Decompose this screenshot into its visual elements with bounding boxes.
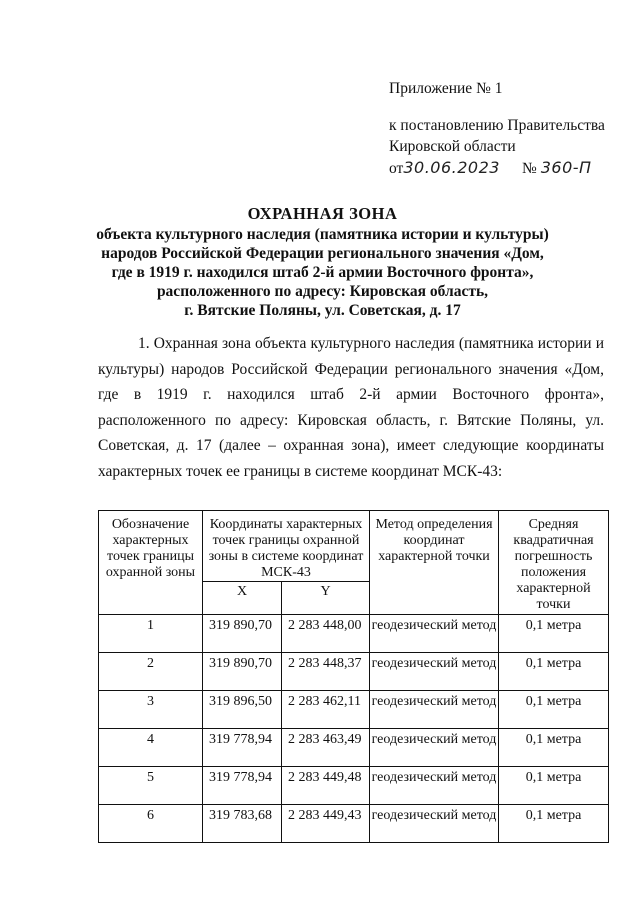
decree-line-1: к постановлению Правительства [389,117,605,134]
cell-method: геодезический метод [370,729,499,767]
cell-x: 319 890,70 [203,615,282,653]
cell-point: 5 [99,767,203,805]
title-line-4: расположенного по адресу: Кировская область, [156,283,489,300]
table-row [99,653,609,691]
cell-point: 6 [99,805,203,843]
cell-error: 0,1 метра [499,615,609,653]
cell-error: 0,1 метра [499,653,609,691]
cell-x: 319 778,94 [203,729,282,767]
cell-error: 0,1 метра [499,729,609,767]
cell-error: 0,1 метра [499,805,609,843]
cell-method: геодезический метод [370,805,499,843]
header-y: Y [282,582,370,615]
number-prefix: № [521,160,537,177]
header-error: Средняя квадратичная погрешность положения характерной точки [499,511,609,615]
cell-x: 319 783,68 [203,805,282,843]
table-row [99,691,609,729]
table-row [99,615,609,653]
cell-point: 2 [99,653,203,691]
cell-y: 2 283 448,00 [282,615,370,653]
cell-point: 4 [99,729,203,767]
table-row [99,805,609,843]
table-body [99,615,609,843]
table-row [99,767,609,805]
cell-y: 2 283 463,49 [282,729,370,767]
appendix-block [389,78,605,179]
title-line-3: где в 1919 г. находился штаб 2-й армии Восточного фронта», [111,264,534,281]
cell-y: 2 283 448,37 [282,653,370,691]
handwritten-date: 30.06.2023 [403,158,500,177]
coordinates-table [98,510,609,843]
decree-line-2: Кировской области [389,138,516,155]
document-title [95,204,550,320]
header-method: Метод определения координат характерной точки [370,511,499,615]
header-x: X [203,582,282,615]
title-main: ОХРАННАЯ ЗОНА [247,204,398,223]
date-prefix: от [389,160,404,177]
title-line-5: г. Вятские Поляны, ул. Советская, д. 17 [184,302,461,319]
cell-y: 2 283 449,43 [282,805,370,843]
cell-point: 1 [99,615,203,653]
cell-point: 3 [99,691,203,729]
cell-method: геодезический метод [370,767,499,805]
header-coords: Координаты характерных точек границы охранной зоны в системе координат МСК-43 [203,511,370,582]
handwritten-number: 360-П [540,158,592,177]
cell-method: геодезический метод [370,653,499,691]
header-point: Обозначение характерных точек границы охранной зоны [99,511,203,615]
table-row [99,729,609,767]
date-number-line [389,157,605,179]
cell-x: 319 778,94 [203,767,282,805]
cell-method: геодезический метод [370,691,499,729]
appendix-title: Приложение № 1 [389,80,503,97]
title-line-1: объекта культурного наследия (памятника истории и культуры) [96,226,549,243]
body-paragraph: 1. Охранная зона объекта культурного наследия (памятника истории и культуры) народов Российской Федерации регионального значения «Дом, где в 1919 г. находился штаб 2-й армии Восточного фронта», расположенного по адресу: Кировская область, г. Вятские Поляны, ул. Советская, д. 17 (далее – охранная зона), имеет следующие координаты характерных точек ее границы в системе координат МСК-43: [98,335,604,480]
cell-error: 0,1 метра [499,691,609,729]
cell-error: 0,1 метра [499,767,609,805]
cell-method: геодезический метод [370,615,499,653]
cell-x: 319 896,50 [203,691,282,729]
cell-y: 2 283 449,48 [282,767,370,805]
cell-x: 319 890,70 [203,653,282,691]
title-line-2: народов Российской Федерации регионального значения «Дом, [101,245,544,262]
cell-y: 2 283 462,11 [282,691,370,729]
